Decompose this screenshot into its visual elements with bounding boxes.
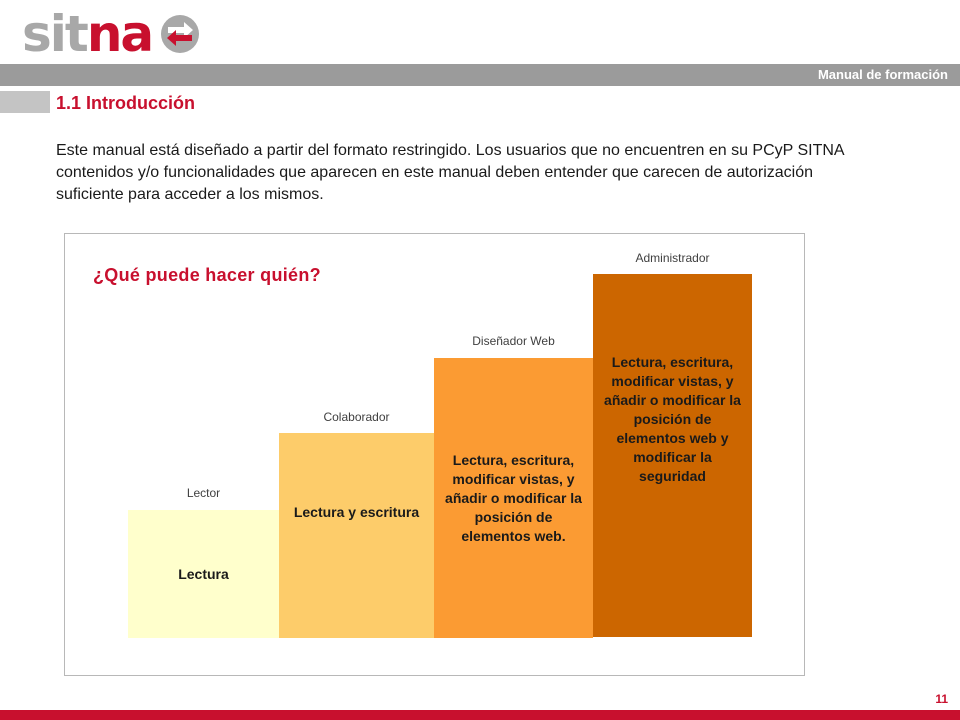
section-marker — [0, 91, 50, 113]
logo-wordmark-na: na — [86, 5, 153, 63]
role-label-lector: Lector — [186, 486, 221, 500]
section-title: 1.1 Introducción — [56, 93, 196, 113]
bar-disenador-web — [434, 358, 593, 638]
page-number: 11 — [935, 692, 948, 706]
logo-wordmark-sit: sit — [22, 5, 87, 63]
bar-colaborador — [279, 433, 434, 638]
footer-band — [0, 710, 960, 720]
logo-arrows-icon — [160, 14, 200, 54]
intro-paragraph: Este manual está diseñado a partir del formato restringido. Los usuarios que no encuentren en su PCyP SITNA contenidos y/o funcionalidades que aparecen en este manual deben entender que carecen de autorización suficiente para acceder a los mismos. — [56, 142, 844, 203]
bar-text-disenador-web: Lectura, escritura, modificar vistas, y añadir o modificar la posición de elementos web. — [445, 451, 582, 544]
manual-label: Manual de formación — [817, 67, 948, 82]
role-label-colaborador: Colaborador — [323, 410, 390, 424]
role-label-administrador: Administrador — [635, 251, 710, 265]
chart-title: ¿Qué puede hacer quién? — [93, 265, 321, 285]
roles-chart — [64, 233, 805, 676]
bar-text-colaborador: Lectura y escritura — [293, 504, 420, 520]
bar-text-lector: Lectura — [178, 565, 229, 582]
bar-text-administrador: Lectura, escritura, modificar vistas, y añadir o modificar la posición de elementos web y modificar la seguridad — [604, 354, 741, 484]
sitna-logo — [22, 5, 200, 63]
bar-administrador — [593, 274, 752, 637]
bar-lector — [128, 510, 279, 638]
logo-wordmark — [22, 5, 153, 63]
header-band — [0, 64, 960, 86]
role-label-disenador-web: Diseñador Web — [472, 334, 555, 348]
